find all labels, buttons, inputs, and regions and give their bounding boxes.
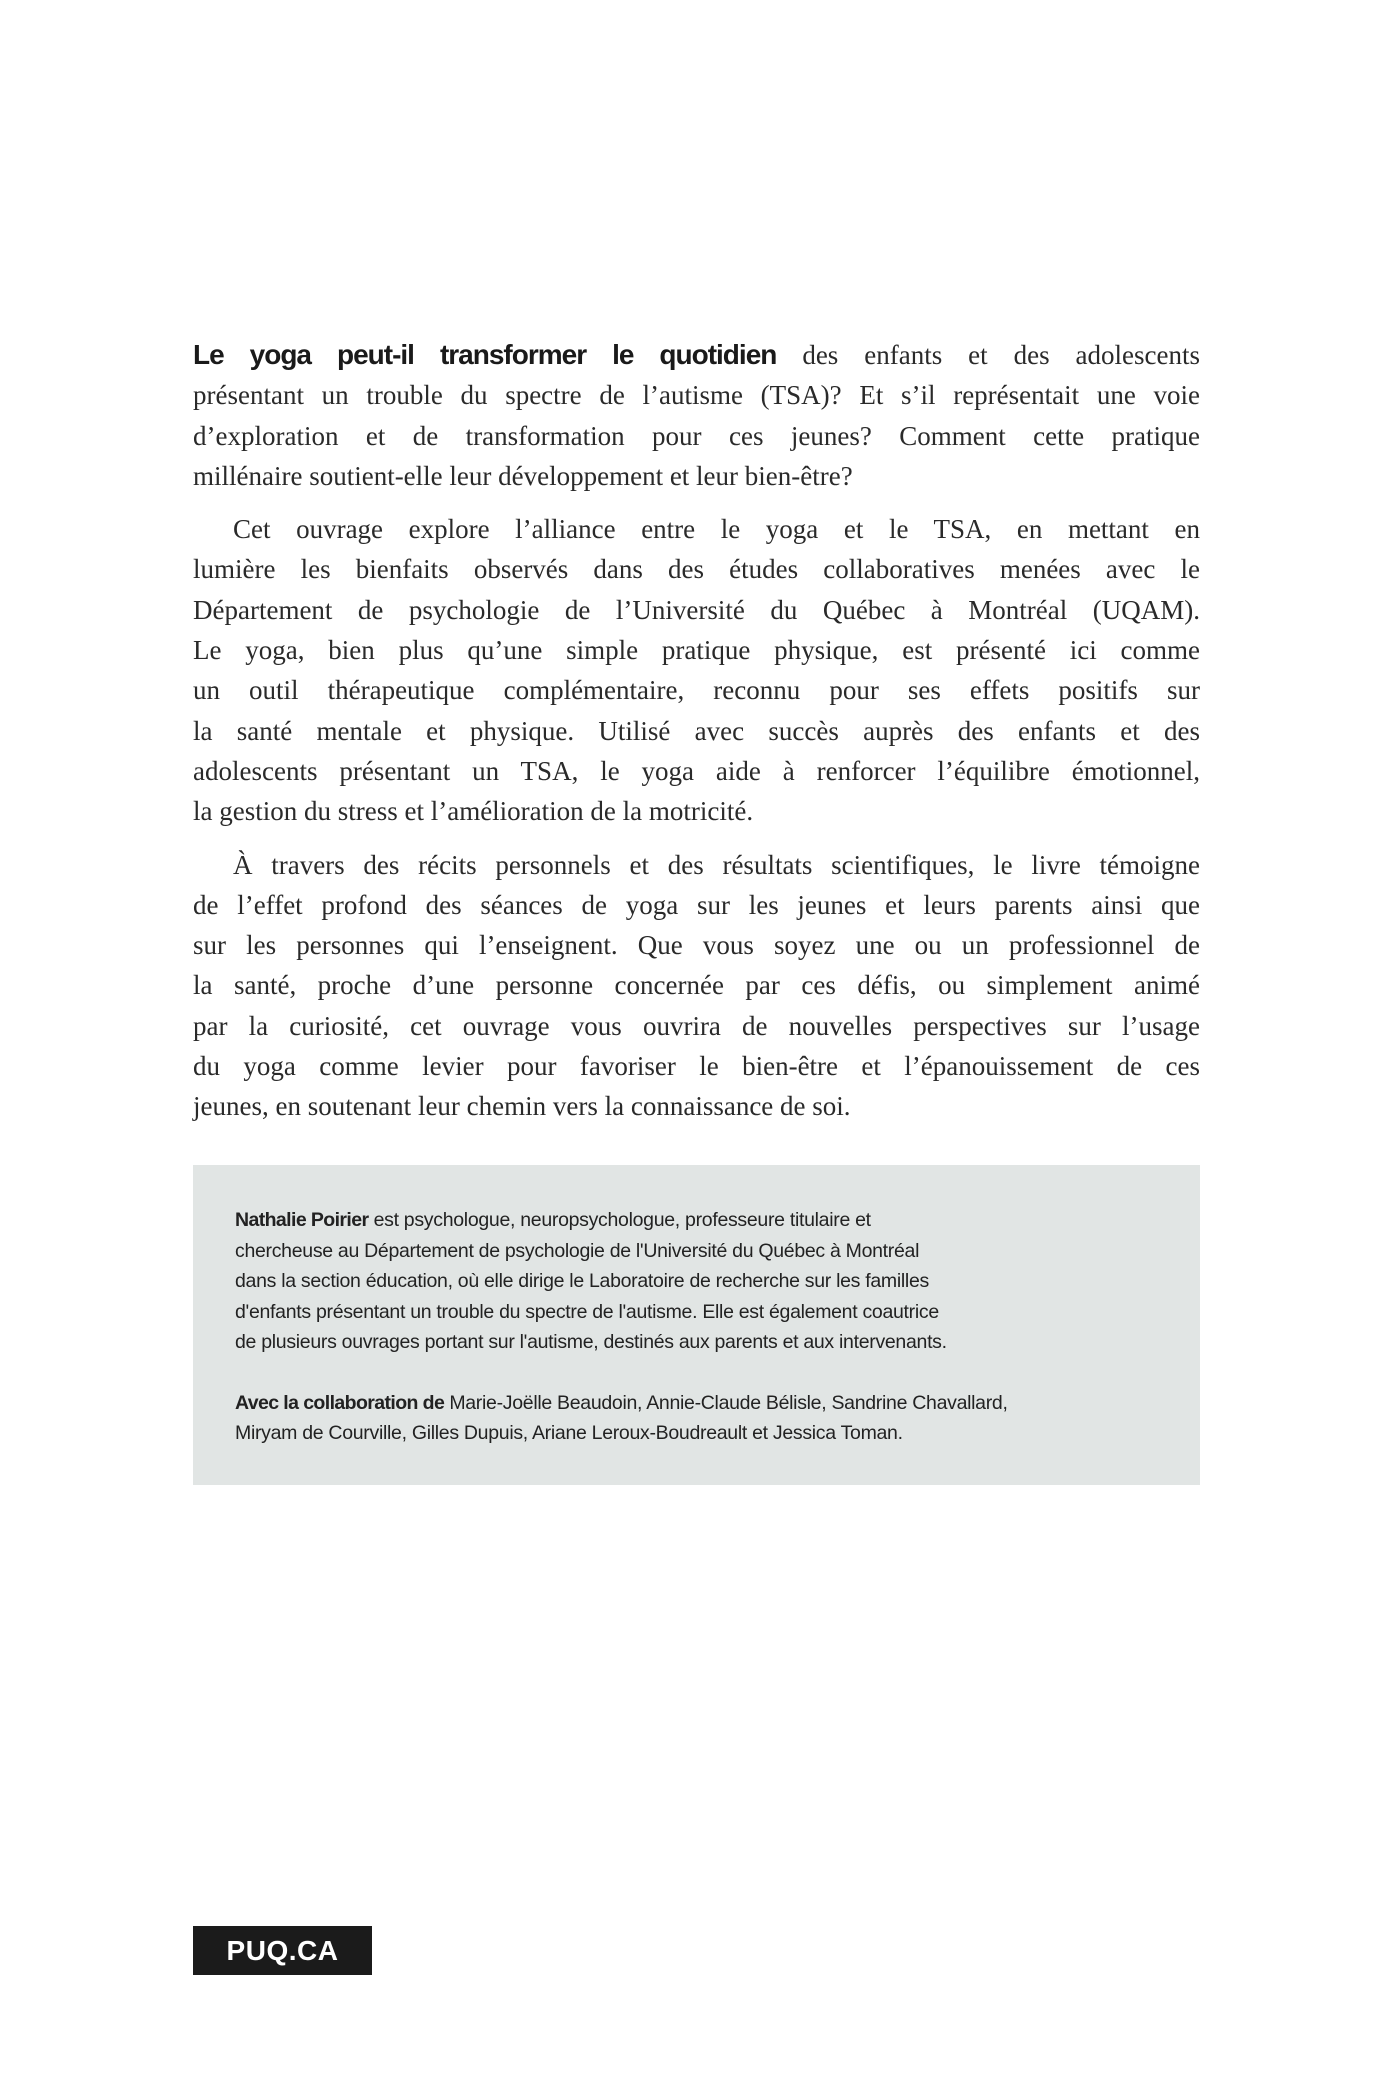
text-line: millénaire soutient-elle leur développement et leur bien-être? xyxy=(193,460,853,491)
text-line: Département de psychologie de l’Université du Québec à Montréal (UQAM). xyxy=(193,594,1200,625)
text-line: la santé mentale et physique. Utilisé avec succès auprès des enfants et des xyxy=(193,715,1200,746)
text-span: est psychologue, neuropsychologue, professeure titulaire et xyxy=(368,1209,871,1231)
text-line: présentant un trouble du spectre de l’autisme (TSA)? Et s’il représentait une voie xyxy=(193,380,1200,411)
text-line: À travers des récits personnels et des résultats scientifiques, le livre témoigne xyxy=(233,849,1200,880)
bio-line xyxy=(235,1205,1175,1236)
bio-line: de plusieurs ouvrages portant sur l'autisme, destinés aux parents et aux intervenants. xyxy=(235,1331,947,1353)
bio-line: d'enfants présentant un trouble du spectre de l'autisme. Elle est également coautrice xyxy=(235,1300,939,1323)
text-line: par la curiosité, cet ouvrage vous ouvrira de nouvelles perspectives sur l’usage xyxy=(193,1010,1200,1041)
text-line: un outil thérapeutique complémentaire, reconnu pour ses effets positifs sur xyxy=(193,675,1200,706)
text-span: des enfants et des adolescents xyxy=(776,340,1200,370)
text-line xyxy=(193,335,1200,375)
text-line: jeunes, en soutenant leur chemin vers la connaissance de soi. xyxy=(193,1091,851,1122)
intro-paragraph xyxy=(193,335,1200,496)
bio-line: chercheuse au Département de psychologie de l'Université du Québec à Montréal xyxy=(235,1239,920,1262)
lead-question: Le yoga peut-il transformer le quotidien xyxy=(193,339,777,370)
text-line: la santé, proche d’une personne concernée par ces défis, ou simplement animé xyxy=(193,970,1200,1001)
back-cover-text xyxy=(193,335,1200,1140)
author-bio-box xyxy=(193,1165,1200,1485)
text-line: la gestion du stress et l’amélioration de la motricité. xyxy=(193,796,754,827)
text-span: Marie-Joëlle Beaudoin, Annie-Claude Bélisle, Sandrine Chavallard, xyxy=(444,1391,1008,1414)
publisher-badge[interactable]: PUQ.CA xyxy=(193,1926,372,1975)
text-line: sur les personnes qui l’enseignent. Que vous soyez une ou un professionnel de xyxy=(193,930,1200,961)
text-line: adolescents présentant un TSA, le yoga aide à renforcer l’équilibre émotionnel, xyxy=(193,755,1200,786)
collab-line xyxy=(235,1388,1175,1419)
paragraph-3 xyxy=(193,845,1200,1127)
author-name: Nathalie Poirier xyxy=(235,1209,369,1231)
paragraph-2 xyxy=(193,509,1200,831)
text-line: lumière les bienfaits observés dans des études collaboratives menées avec le xyxy=(193,554,1200,585)
bio-line: dans la section éducation, où elle dirige le Laboratoire de recherche sur les familles xyxy=(235,1270,929,1292)
text-line: de l’effet profond des séances de yoga sur les jeunes et leurs parents ainsi que xyxy=(193,889,1200,920)
text-line: du yoga comme levier pour favoriser le bien-être et l’épanouissement de ces xyxy=(193,1051,1200,1082)
text-line: Cet ouvrage explore l’alliance entre le yoga et le TSA, en mettant en xyxy=(233,514,1200,545)
collab-label: Avec la collaboration de xyxy=(235,1391,445,1414)
text-line: d’exploration et de transformation pour ces jeunes? Comment cette pratique xyxy=(193,420,1200,451)
text-line: Le yoga, bien plus qu’une simple pratique physique, est présenté ici comme xyxy=(193,635,1200,666)
collab-line: Miryam de Courville, Gilles Dupuis, Ariane Leroux-Boudreault et Jessica Toman. xyxy=(235,1422,903,1444)
